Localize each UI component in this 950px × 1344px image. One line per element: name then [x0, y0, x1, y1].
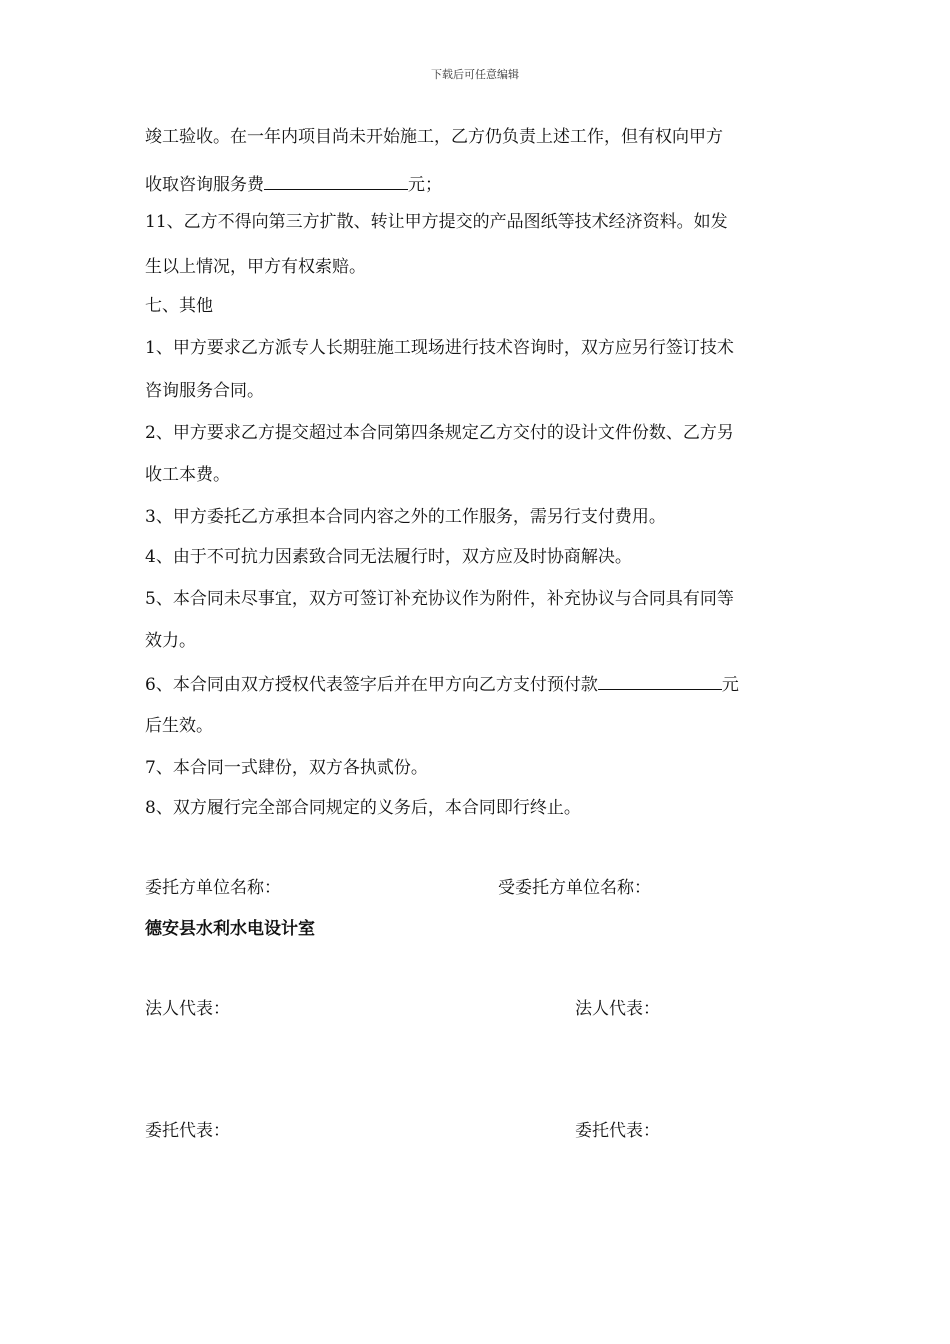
contractor-unit-label: 受委托方单位名称：: [498, 878, 651, 898]
client-unit-name: 德安县水利水电设计室: [145, 919, 315, 939]
paragraph-line-prepayment: [145, 672, 739, 696]
paragraph-line: 2、甲方要求乙方提交超过本合同第四条规定乙方交付的设计文件份数、乙方另: [145, 423, 734, 443]
paragraph-line: 生以上情况，甲方有权索赔。: [145, 257, 366, 277]
paragraph-line: 竣工验收。在一年内项目尚未开始施工，乙方仍负责上述工作，但有权向甲方: [145, 127, 723, 147]
prepayment-label: 6、本合同由双方授权代表签字后并在甲方向乙方支付预付款: [145, 675, 598, 695]
fee-unit: 元；: [408, 175, 442, 195]
paragraph-line: 效力。: [145, 631, 196, 651]
client-unit-label: 委托方单位名称：: [145, 878, 281, 898]
section-heading: 七、其他: [145, 296, 213, 316]
fee-label: 收取咨询服务费: [145, 175, 264, 195]
paragraph-line: 5、本合同未尽事宜，双方可签订补充协议作为附件，补充协议与合同具有同等: [145, 589, 734, 609]
prepayment-blank[interactable]: [598, 672, 722, 690]
fee-blank[interactable]: [264, 172, 408, 190]
paragraph-line: 3、甲方委托乙方承担本合同内容之外的工作服务，需另行支付费用。: [145, 507, 666, 527]
legal-rep-left-label: 法人代表：: [145, 999, 230, 1019]
paragraph-line: 11、乙方不得向第三方扩散、转让甲方提交的产品图纸等技术经济资料。如发: [145, 212, 728, 232]
paragraph-line-fee: [145, 172, 442, 196]
page-header: 下载后可任意编辑: [431, 68, 519, 81]
paragraph-line: 后生效。: [145, 716, 213, 736]
legal-rep-right-label: 法人代表：: [575, 999, 660, 1019]
paragraph-line: 7、本合同一式肆份，双方各执贰份。: [145, 758, 428, 778]
paragraph-line: 8、双方履行完全部合同规定的义务后，本合同即行终止。: [145, 798, 581, 818]
agent-left-label: 委托代表：: [145, 1121, 230, 1141]
prepayment-unit: 元: [721, 675, 739, 695]
paragraph-line: 4、由于不可抗力因素致合同无法履行时，双方应及时协商解决。: [145, 547, 632, 567]
agent-right-label: 委托代表：: [575, 1121, 660, 1141]
paragraph-line: 咨询服务合同。: [145, 381, 264, 401]
paragraph-line: 1、甲方要求乙方派专人长期驻施工现场进行技术咨询时，双方应另行签订技术: [145, 338, 734, 358]
paragraph-line: 收工本费。: [145, 465, 230, 485]
